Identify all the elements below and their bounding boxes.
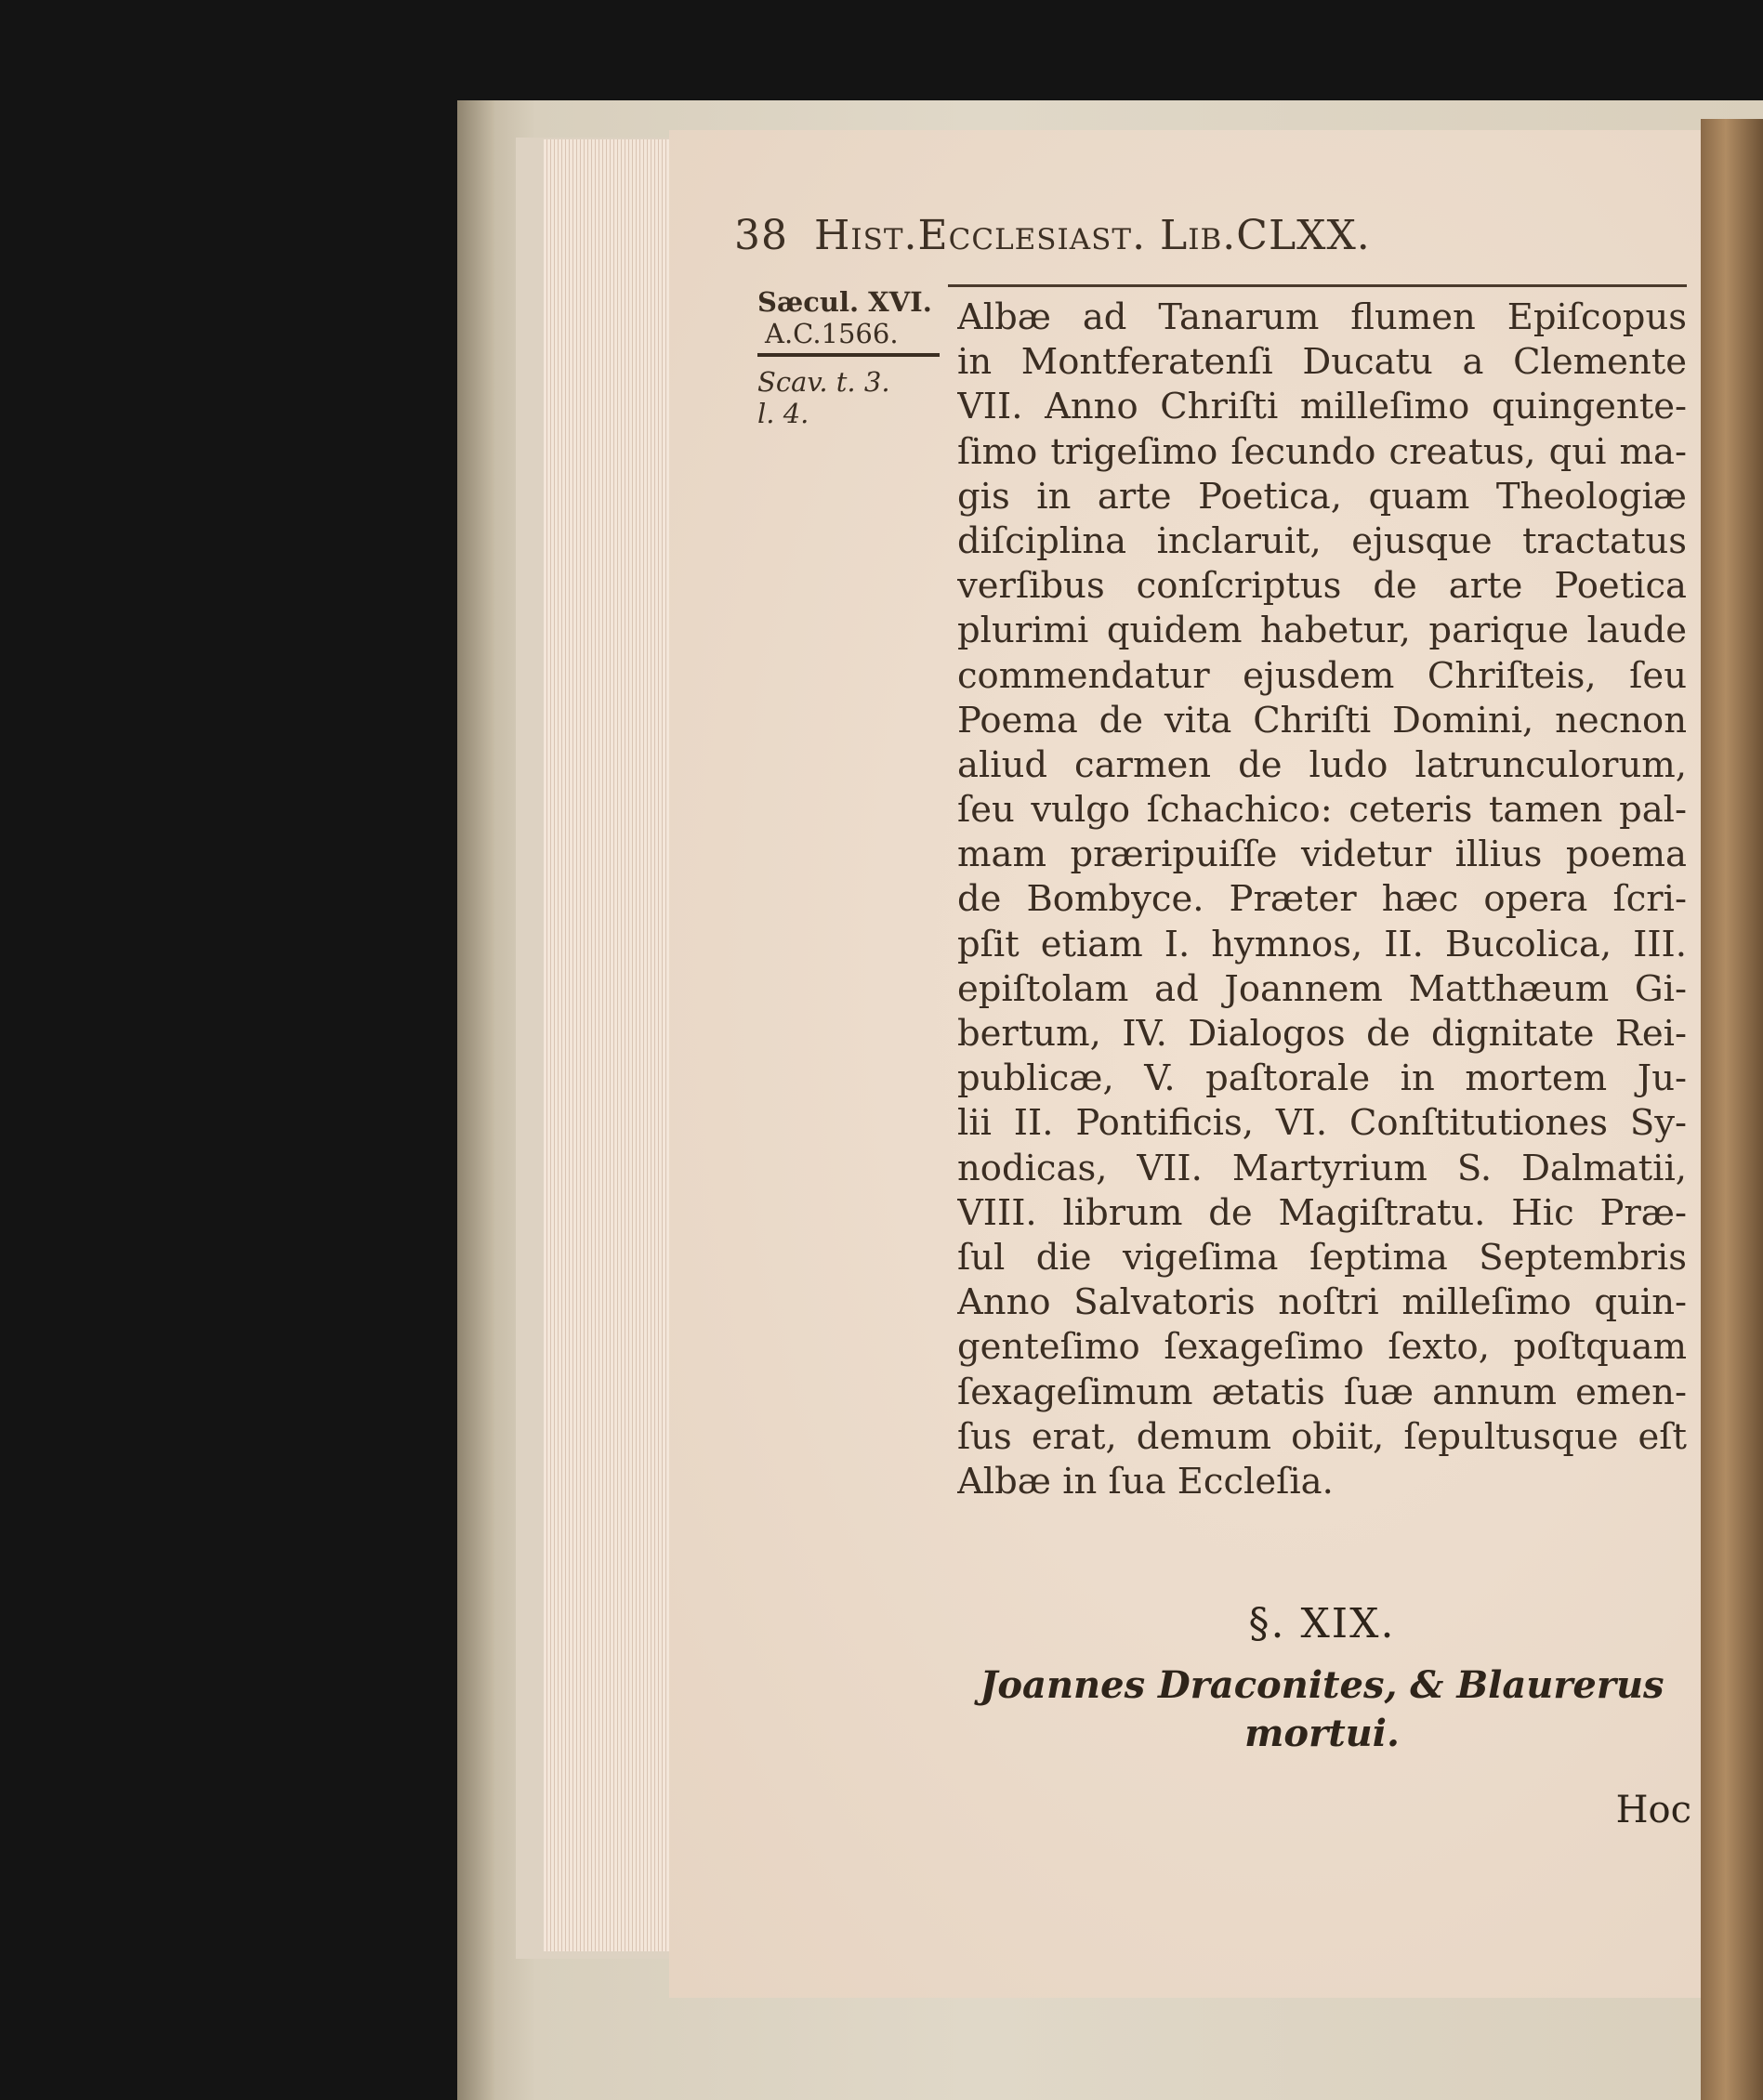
text-line: VIII. librum de Magiſtratu. Hic Præ-: [957, 1191, 1687, 1234]
page-number: 38: [734, 212, 788, 259]
margin-rule: [757, 353, 940, 357]
text-line: nodicas, VII. Martyrium S. Dalmatii,: [957, 1147, 1687, 1189]
text-line: verſibus conſcriptus de arte Poetica: [957, 565, 1687, 608]
margin-ref: l. 4.: [757, 398, 809, 429]
text-line: bertum, IV. Dialogos de dignitate Rei-: [957, 1013, 1687, 1055]
text-line: lii II. Pontificis, VI. Conſtitutiones Sy-: [957, 1102, 1687, 1145]
text-line: epiſtolam ad Joannem Matthæum Gi-: [957, 967, 1687, 1010]
text-line: genteſimo ſexageſimo ſexto, poſtquam: [957, 1326, 1687, 1369]
text-line: ſimo trigeſimo ſecundo creatus, qui ma-: [957, 430, 1687, 473]
text-line: commendatur ejusdem Chriſteis, ſeu: [957, 654, 1687, 697]
text-line: VII. Anno Chriſti milleſimo quingente-: [957, 386, 1687, 428]
header-rule: [948, 284, 1687, 287]
catchword: Hoc: [1615, 1789, 1691, 1831]
text-line: ſus erat, demum obiit, ſepultusque eſt: [957, 1415, 1687, 1458]
margin-century: Sæcul. XVI.: [757, 286, 932, 318]
text-line: plurimi quidem habetur, parique laude: [957, 610, 1687, 652]
text-line: aliud carmen de ludo latrunculorum,: [957, 743, 1687, 786]
body-text: [957, 295, 1687, 1504]
text-line: Albæ in ſua Eccleſia.: [957, 1460, 1334, 1503]
text-line: ſul die vigeſima ſeptima Septembris: [957, 1236, 1687, 1279]
margin-year: A.C.1566.: [765, 318, 899, 349]
text-line: Albæ ad Tanarum flumen Epiſcopus: [957, 296, 1687, 338]
text-line: Poema de vita Chriſti Domini, necnon: [957, 699, 1687, 742]
running-title: Hist.Ecclesiast. Lib.CLXX.: [814, 212, 1371, 259]
section-title-line: mortui.: [1244, 1712, 1400, 1755]
running-head: [734, 212, 1691, 259]
section-number: §. XIX.: [1248, 1600, 1396, 1647]
text-line: publicæ, V. paſtorale in mortem Ju-: [957, 1057, 1687, 1100]
text-line: in Montferatenſi Ducatu a Clemente: [957, 341, 1687, 384]
margin-ref: Scav. t. 3.: [757, 366, 890, 398]
text-line: diſciplina inclaruit, ejusque tractatus: [957, 519, 1687, 562]
text-line: de Bombyce. Præter hæc opera ſcri-: [957, 878, 1687, 921]
text-line: mam præripuiſſe videtur illius poema: [957, 833, 1687, 876]
text-line: pſit etiam I. hymnos, II. Bucolica, III.: [957, 923, 1687, 965]
text-line: ſexageſimum ætatis ſuæ annum emen-: [957, 1371, 1687, 1413]
text-line: ſeu vulgo ſchachico: ceteris tamen pal-: [957, 789, 1687, 832]
cover-edge-shadow: [457, 100, 494, 2100]
text-line: gis in arte Poetica, quam Theologiæ: [957, 475, 1687, 518]
section-title: [957, 1661, 1687, 1758]
binding-edge: [1701, 119, 1763, 2100]
page-edges: [544, 139, 671, 1951]
section-title-line: Joannes Draconites, & Blaurerus: [980, 1663, 1664, 1707]
text-line: Anno Salvatoris noſtri milleſimo quin-: [957, 1281, 1687, 1324]
margin-notes: [757, 286, 953, 429]
